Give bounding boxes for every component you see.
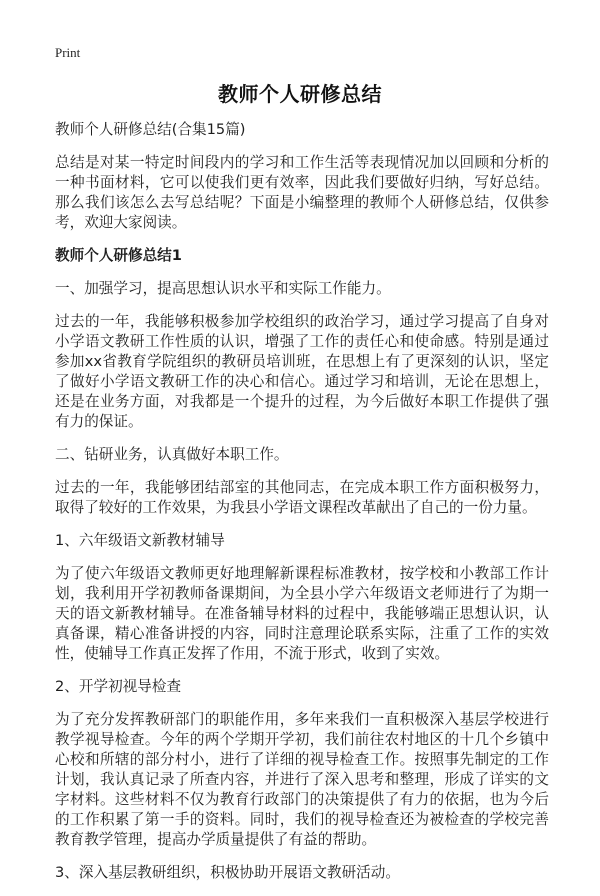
subheading-2: 二、钻研业务，认真做好本职工作。 <box>55 446 289 463</box>
print-link[interactable]: Print <box>55 45 81 60</box>
item-heading-2: 2、开学初视导检查 <box>55 678 182 695</box>
section-heading: 教师个人研修总结1 <box>55 247 182 264</box>
paragraph: 为了充分发挥教研部门的职能作用，多年来我们一直积极深入基层学校进行教学视导检查。今年的两个学期开学初，我们前往农村地区的十几个乡镇中心校和所辖的部分村小，进行了详细的视导检查工作。按照事先制定的工作计划，我认真记录了所查内容，并进行了深入思考和整理，形成了详实的文字材料。这些材料不仅为教育行政部门的决策提供了有力的依据，也为今后的工作积累了第一手的资料。同时，我们的视导检查还为被检查的学校完善教育教学管理，提高办学质量提供了有益的帮助。 <box>55 711 549 848</box>
paragraph: 过去的一年，我能够积极参加学校组织的政治学习，通过学习提高了自身对小学语文教研工作性质的认识，增强了工作的责任心和使命感。特别是通过参加xx省教育学院组织的教研员培训班，在思想上有了更深刻的认识，坚定了做好小学语文教研工作的决心和信心。通过学习和培训，无论在思想上，还是在业务方面，对我都是一个提升的过程，为今后做好本职工作提供了强有力的保证。 <box>55 313 549 430</box>
paragraph: 过去的一年，我能够团结部室的其他同志，在完成本职工作方面积极努力，取得了较好的工作效果，为我县小学语文课程改革献出了自己的一份力量。 <box>55 479 549 516</box>
document-title: 教师个人研修总结 <box>218 82 382 106</box>
item-heading-1: 1、六年级语文新教材辅导 <box>55 532 225 549</box>
paragraph: 为了使六年级语文教师更好地理解新课程标准教材，按学校和小教部工作计划，我利用开学初教师备课期间，为全县小学六年级语文老师进行了为期一天的语文新教材辅导。在准备辅导材料的过程中，我能够端正思想认识，认真备课，精心准备讲授的内容，同时注意理论联系实际，注重了工作的实效性，使辅导工作真正发挥了作用，不流于形式，收到了实效。 <box>55 565 549 662</box>
document-body <box>55 120 549 896</box>
document-subtitle: 教师个人研修总结(合集15篇) <box>55 121 246 138</box>
item-heading-3: 3、深入基层教研组织，积极协助开展语文教研活动。 <box>55 864 400 881</box>
intro-paragraph: 总结是对某一特定时间段内的学习和工作生活等表现情况加以回顾和分析的一种书面材料，它可以使我们更有效率，因此我们要做好归纳，写好总结。那么我们该怎么去写总结呢？下面是小编整理的教师个人研修总结，仅供参考，欢迎大家阅读。 <box>55 154 549 231</box>
subheading-1: 一、加强学习，提高思想认识水平和实际工作能力。 <box>55 280 391 297</box>
